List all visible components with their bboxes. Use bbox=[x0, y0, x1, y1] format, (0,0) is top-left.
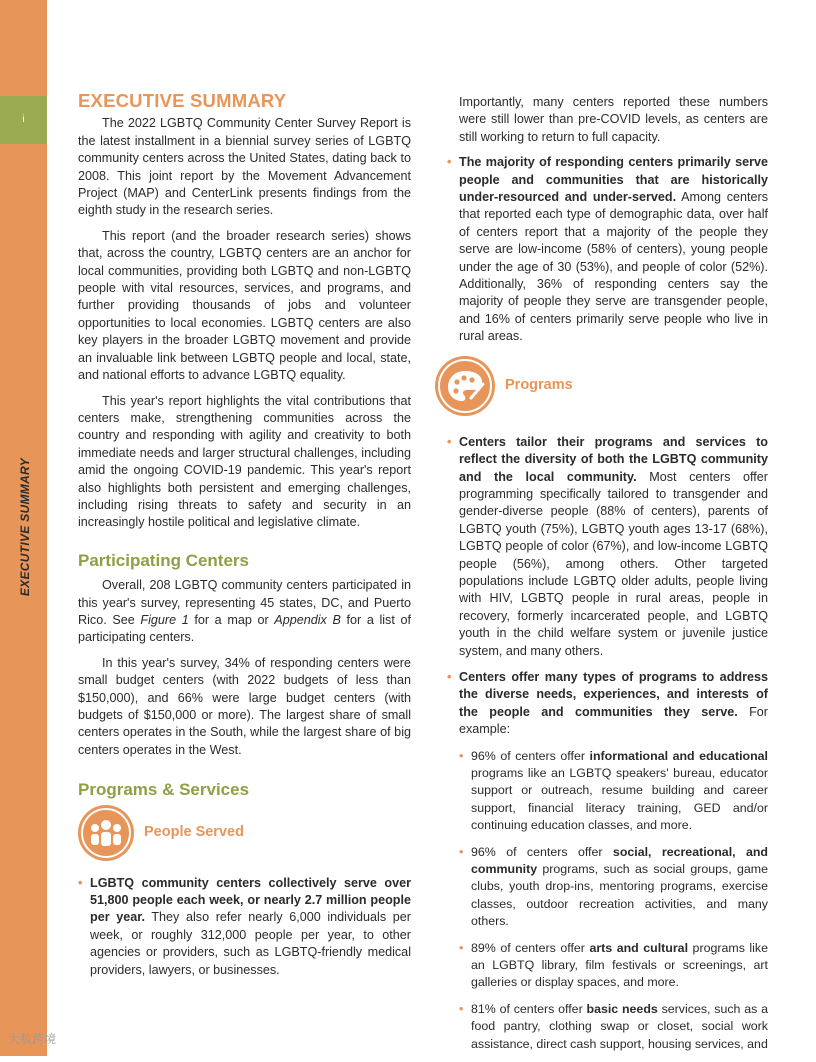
watermark-logo: 大数跨境 bbox=[8, 1032, 57, 1046]
programs-label: Programs bbox=[505, 376, 573, 393]
left-column bbox=[78, 92, 411, 988]
majority-bullet: • The majority of responding centers primarily serve people and communities that are historically under-resourced and under-served. Among centers that reported each type of demographic data, over half of centers report that a majority of the people they serve are low-income (58% of centers), young people under the age of 30 (53%), and people of color (52%). Additionally, 36% of responding centers say the majority of people they serve are transgender people, and 16% of centers primarily serve people who live in rural areas. bbox=[447, 154, 768, 345]
sidebar-section-title: EXECUTIVE SUMMARY bbox=[18, 457, 32, 597]
program-types-bullet: • Centers offer many types of programs to address the diverse needs, experiences, and interests of the people and communities they serve. For example: bbox=[447, 669, 768, 739]
basic-needs-item: • 81% of centers offer basic needs services, such as a food pantry, clothing swap or closet, social work assistance, direct cash support, housing services, and bbox=[447, 1001, 768, 1053]
people-served-bullet: • LGBTQ community centers collectively serve over 51,800 people each week, or nearly 2.7 million people per year. They also refer nearly 6,000 individuals per week, or roughly 312,000 people per year, to other agencies or providers, such as LGBTQ-friendly medical providers, lawyers, or businesses. bbox=[78, 875, 411, 979]
page-title: EXECUTIVE SUMMARY bbox=[78, 90, 287, 111]
palette-icon bbox=[435, 356, 495, 416]
page-number: i bbox=[0, 96, 47, 144]
continued-paragraph: Importantly, many centers reported these numbers were still lower than pre-COVID levels, as centers are still working to return to full capacity. bbox=[459, 95, 768, 144]
figure-1-reference: Figure 1 bbox=[140, 612, 189, 627]
people-icon bbox=[78, 805, 134, 861]
intro-paragraph-2: This report (and the broader research series) shows that, across the country, LGBTQ centers are an anchor for local communities, providing both LGBTQ and non-LGBTQ people with vital resources, services, and programs, and further providing thousands of jobs and volunteer opportunities to local economies. LGBTQ centers are also key players in the broader LGBTQ movement and provide an invaluable link between LGBTQ people and local, state, and national efforts to advance LGBTQ equality. bbox=[78, 228, 411, 383]
participating-centers-heading: Participating Centers bbox=[78, 550, 249, 570]
arts-programs-item: • 89% of centers offer arts and cultural programs like an LGBTQ library, film festivals or screenings, art galleries or display spaces, and more. bbox=[447, 940, 768, 992]
programs-services-heading: Programs & Services bbox=[78, 780, 250, 800]
people-served-label: People Served bbox=[144, 823, 244, 840]
informational-programs-item: • 96% of centers offer informational and educational programs like an LGBTQ speakers' bureau, educator support or outreach, resume building and career support, financial literacy training, GED and/or continuing education classes, and more. bbox=[447, 748, 768, 835]
social-programs-item: • 96% of centers offer social, recreational, and community programs, such as social groups, game clubs, youth drop-ins, mentoring programs, exercise classes, outdoor recreation activities, and many others. bbox=[447, 844, 768, 931]
programs-header bbox=[435, 356, 768, 416]
people-served-header bbox=[78, 805, 411, 861]
tailor-bullet: • Centers tailor their programs and services to reflect the diversity of both the LGBTQ community and the local community. Most centers offer programming specifically tailored to transgender and gender-diverse people (88% of centers), parents of LGBTQ youth (75%), LGBTQ youth ages 13-17 (68%), LGBTQ people of color (67%), and low-income LGBTQ people (56%), among others. Other targeted populations include LGBTQ older adults, people living with HIV, LGBTQ people in rural areas, people in recovery, formerly incarcerated people, and LGBTQ youth in the child welfare system or juvenile justice system, and many others. bbox=[447, 434, 768, 660]
participating-paragraph-1: Overall, 208 LGBTQ community centers participated in this year's survey, representing 45 states, DC, and Puerto Rico. See Figure 1 for a map or Appendix B for a list of participating centers. bbox=[78, 578, 411, 645]
appendix-b-reference: Appendix B bbox=[274, 612, 341, 627]
participating-paragraph-2: In this year's survey, 34% of responding centers were small budget centers (with 2022 budgets of less than $150,000), and 66% were large budget centers (with budgets of $150,000 or more). The largest share of small centers operates in the South, while the largest share of big centers operates in the West. bbox=[78, 655, 411, 757]
intro-paragraph-3: This year's report highlights the vital contributions that centers make, strengthening communities across the country and responding with agility and creativity to both immediate needs and larger structural challenges, including amid the ongoing COVID-19 pandemic. This year's report also highlights both persistent and emerging challenges, including rising threats to safety and security in an increasingly hostile political and legislative climate. bbox=[78, 393, 411, 530]
right-column bbox=[447, 94, 768, 1062]
intro-paragraph-1: The 2022 LGBTQ Community Center Survey Report is the latest installment in a biennial survey series of LGBTQ community centers across the United States, dating back to 2008. This joint report by the Movement Advancement Project (MAP) and CenterLink presents findings from the eighth study in the research series. bbox=[78, 116, 411, 218]
